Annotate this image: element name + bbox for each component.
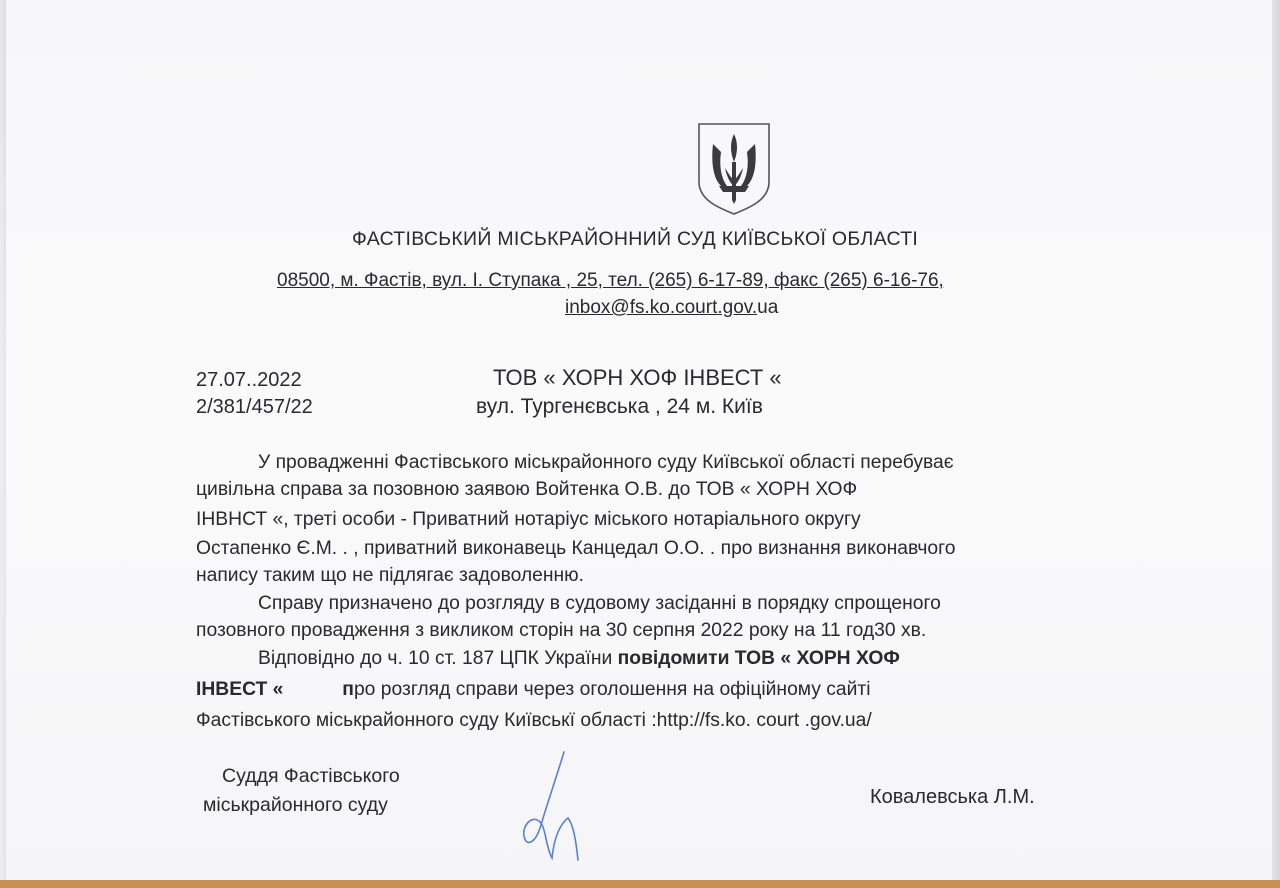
document-date: 27.07..2022 <box>196 369 302 391</box>
court-email <box>565 297 778 319</box>
background-edge <box>1272 0 1280 888</box>
body-line: ІНВНСТ «, треті особи - Приватний нотаріус міського нотаріального округу <box>196 509 861 530</box>
body-line: позовного провадження з викликом сторін на 30 серпня 2022 року на 11 год30 хв. <box>196 620 927 641</box>
body-text: Відповідно до ч. 10 ст. 187 ЦПК України <box>258 648 618 669</box>
body-line <box>196 679 871 701</box>
judge-name: Ковалевська Л.М. <box>870 786 1035 808</box>
recipient-name: ТОВ « ХОРН ХОФ ІНВЕСТ « <box>493 365 782 390</box>
body-line: Справу призначено до розгляду в судовому засіданні в порядку спрощеного <box>258 593 941 614</box>
judge-title-line2: міськрайонного суду <box>203 794 388 816</box>
body-line: Фастівського міськрайонного суду Київськї області :http://fs.ko. court .gov.ua/ <box>196 710 872 731</box>
document-page <box>6 0 1274 880</box>
coat-of-arms-icon <box>697 122 771 216</box>
body-line: цивільна справа за позовною заявою Войтенка О.В. до ТОВ « ХОРН ХОФ <box>196 479 858 500</box>
body-line: У провадженні Фастівського міськрайонного суду Київської області перебуває <box>258 452 954 473</box>
email-link[interactable]: inbox@fs.ko.court.gov. <box>565 297 758 318</box>
recipient-address: вул. Тургенєвська , 24 м. Київ <box>476 395 763 418</box>
email-tail: ua <box>757 297 779 318</box>
body-line <box>258 648 900 670</box>
judge-title-line1: Суддя Фастівського <box>222 765 400 787</box>
court-address: 08500, м. Фастів, вул. І. Ступака , 25, тел. (265) 6-17-89, факс (265) 6-16-76, <box>277 270 944 291</box>
handwritten-signature <box>516 748 586 864</box>
table-edge <box>0 880 1280 888</box>
case-number: 2/381/457/22 <box>196 396 313 418</box>
body-bold-text: повідомити ТОВ « ХОРН ХОФ <box>617 648 900 669</box>
body-line: напису таким що не підлягає задоволенню. <box>196 565 584 586</box>
body-bold-text: ІНВЕСТ « п <box>196 679 354 700</box>
court-name: ФАСТІВСЬКИЙ МІСЬКРАЙОННИЙ СУД КИЇВСЬКОЇ ОБЛАСТІ <box>352 228 919 250</box>
body-line: Остапенко Є.М. . , приватний виконавець Канцедал О.О. . про визнання виконавчого <box>196 538 956 559</box>
body-text: ро розгляд справи через оголошення на офіційному сайті <box>353 679 871 700</box>
